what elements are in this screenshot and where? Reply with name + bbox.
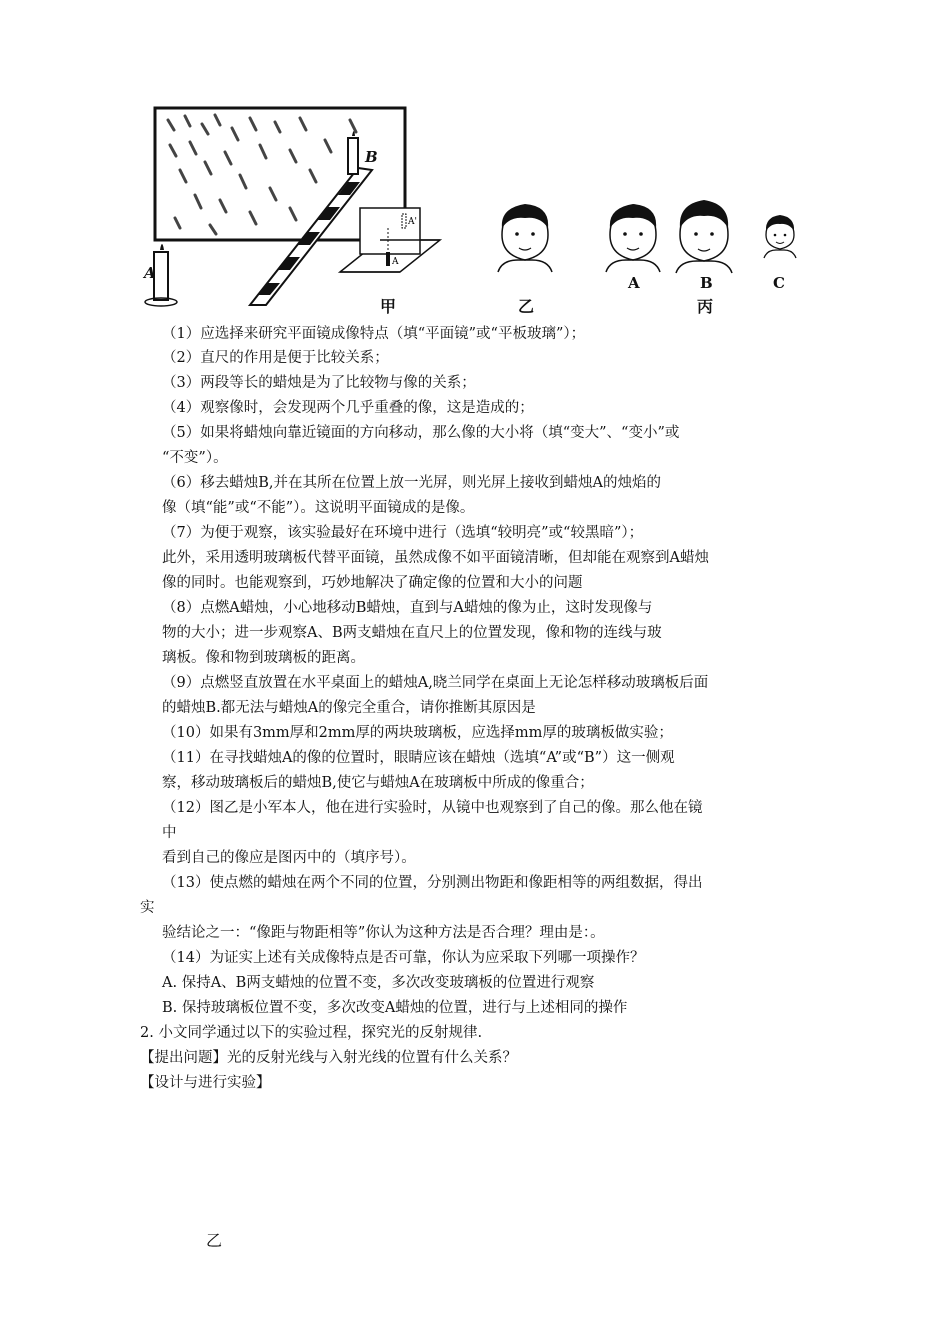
text-line: （12）图乙是小军本人，他在进行实验时，从镜中也观察到了自己的像。那么他在镜: [162, 800, 703, 816]
label-jia: 甲: [380, 297, 397, 316]
text-line: 像（填“能”或“不能”）。这说明平面镜成的是像。: [162, 500, 475, 516]
text-line: （11）在寻找蜡烛A的像的位置时，眼睛应该在蜡烛（选填“A”或“B”）这一侧观: [162, 750, 675, 766]
face-b-label: B: [700, 274, 713, 292]
text-line: B. 保持玻璃板位置不变，多次改变A蜡烛的位置，进行与上述相同的操作: [162, 1000, 628, 1016]
text-line: （9）点燃竖直放置在水平桌面上的蜡烛A,晓兰同学在桌面上无论怎样移动玻璃板后面: [162, 675, 709, 691]
text-line: （14）为证实上述有关成像特点是否可靠，你认为应采取下列哪一项操作？: [162, 950, 645, 966]
face-a-label: A: [628, 274, 640, 292]
experiment-figure: [140, 100, 820, 320]
candle-a-label: A: [144, 264, 156, 282]
figure-svg: [140, 100, 820, 320]
text-line: 2. 小文同学通过以下的实验过程，探究光的反射规律.: [140, 1025, 483, 1041]
text-line: （5）如果将蜡烛向靠近镜面的方向移动，那么像的大小将（填“变大”、“变小”或: [162, 425, 680, 441]
text-line: （7）为便于观察，该实验最好在环境中进行（选填“较明亮”或“较黑暗”）；: [162, 525, 644, 541]
text-line: “不变”）。: [162, 450, 228, 466]
candle-b-label: B: [365, 148, 378, 166]
text-line: （4）观察像时，会发现两个几乎重叠的像，这是造成的；: [162, 400, 534, 416]
face-yi: [498, 204, 552, 316]
text-line: （13）使点燃的蜡烛在两个不同的位置，分别测出物距和像距相等的两组数据，得出: [162, 875, 703, 891]
face-a: [606, 204, 660, 272]
text-line: （6）移去蜡烛B,并在其所在位置上放一光屏，则光屏上接收到蜡烛A的烛焰的: [162, 475, 661, 491]
text-line: 璃板。像和物到玻璃板的距离。: [162, 650, 365, 666]
text-line: 验结论之一：“像距与物距相等”你认为这种方法是否合理？理由是：。: [162, 925, 605, 941]
text-line: 的蜡烛B.都无法与蜡烛A的像完全重合，请你推断其原因是: [162, 700, 536, 716]
text-line: （8）点燃A蜡烛，小心地移动B蜡烛，直到与A蜡烛的像为止，这时发现像与: [162, 600, 653, 616]
text-line: （2）直尺的作用是便于比较关系；: [162, 350, 389, 366]
label-bing: 丙: [697, 297, 714, 316]
face-c: [764, 215, 796, 258]
label-yi: 乙: [518, 297, 535, 316]
glass-plate-illustration: [142, 108, 405, 306]
text-line: 【设计与进行实验】: [140, 1075, 271, 1091]
text-line: 此外，采用透明玻璃板代替平面镜，虽然成像不如平面镜清晰，但却能在观察到A蜡烛: [162, 550, 709, 566]
text-line: A. 保持A、B两支蜡烛的位置不变，多次改变玻璃板的位置进行观察: [162, 975, 595, 991]
face-c-label: C: [773, 274, 785, 292]
face-b: [676, 200, 732, 273]
figure-label-yi: 乙: [206, 1231, 223, 1250]
text-line: （1）应选择来研究平面镜成像特点（填“平面镜”或“平板玻璃”）；: [162, 326, 586, 342]
text-line: 看到自己的像应是图丙中的（填序号）。: [162, 850, 416, 866]
text-line: （3）两段等长的蜡烛是为了比较物与像的关系；: [162, 375, 476, 391]
text-line: 察，移动玻璃板后的蜡烛B,使它与蜡烛A在玻璃板中所成的像重合；: [162, 775, 594, 791]
text-line: 中: [162, 825, 177, 841]
text-line: 【提出问题】光的反射光线与入射光线的位置有什么关系？: [140, 1050, 517, 1066]
text-line: 物的大小；进一步观察A、B两支蜡烛在直尺上的位置发现，像和物的连线与玻: [162, 625, 662, 641]
a-prime-label: A': [408, 217, 417, 227]
a-small-label: A: [392, 257, 399, 267]
text-line: 像的同时。也能观察到，巧妙地解决了确定像的位置和大小的问题: [162, 575, 583, 591]
text-line: （10）如果有3mm厚和2mm厚的两块玻璃板，应选择mm厚的玻璃板做实验；: [162, 725, 673, 741]
text-line: 实: [140, 900, 155, 916]
faces-bing: [606, 200, 796, 316]
